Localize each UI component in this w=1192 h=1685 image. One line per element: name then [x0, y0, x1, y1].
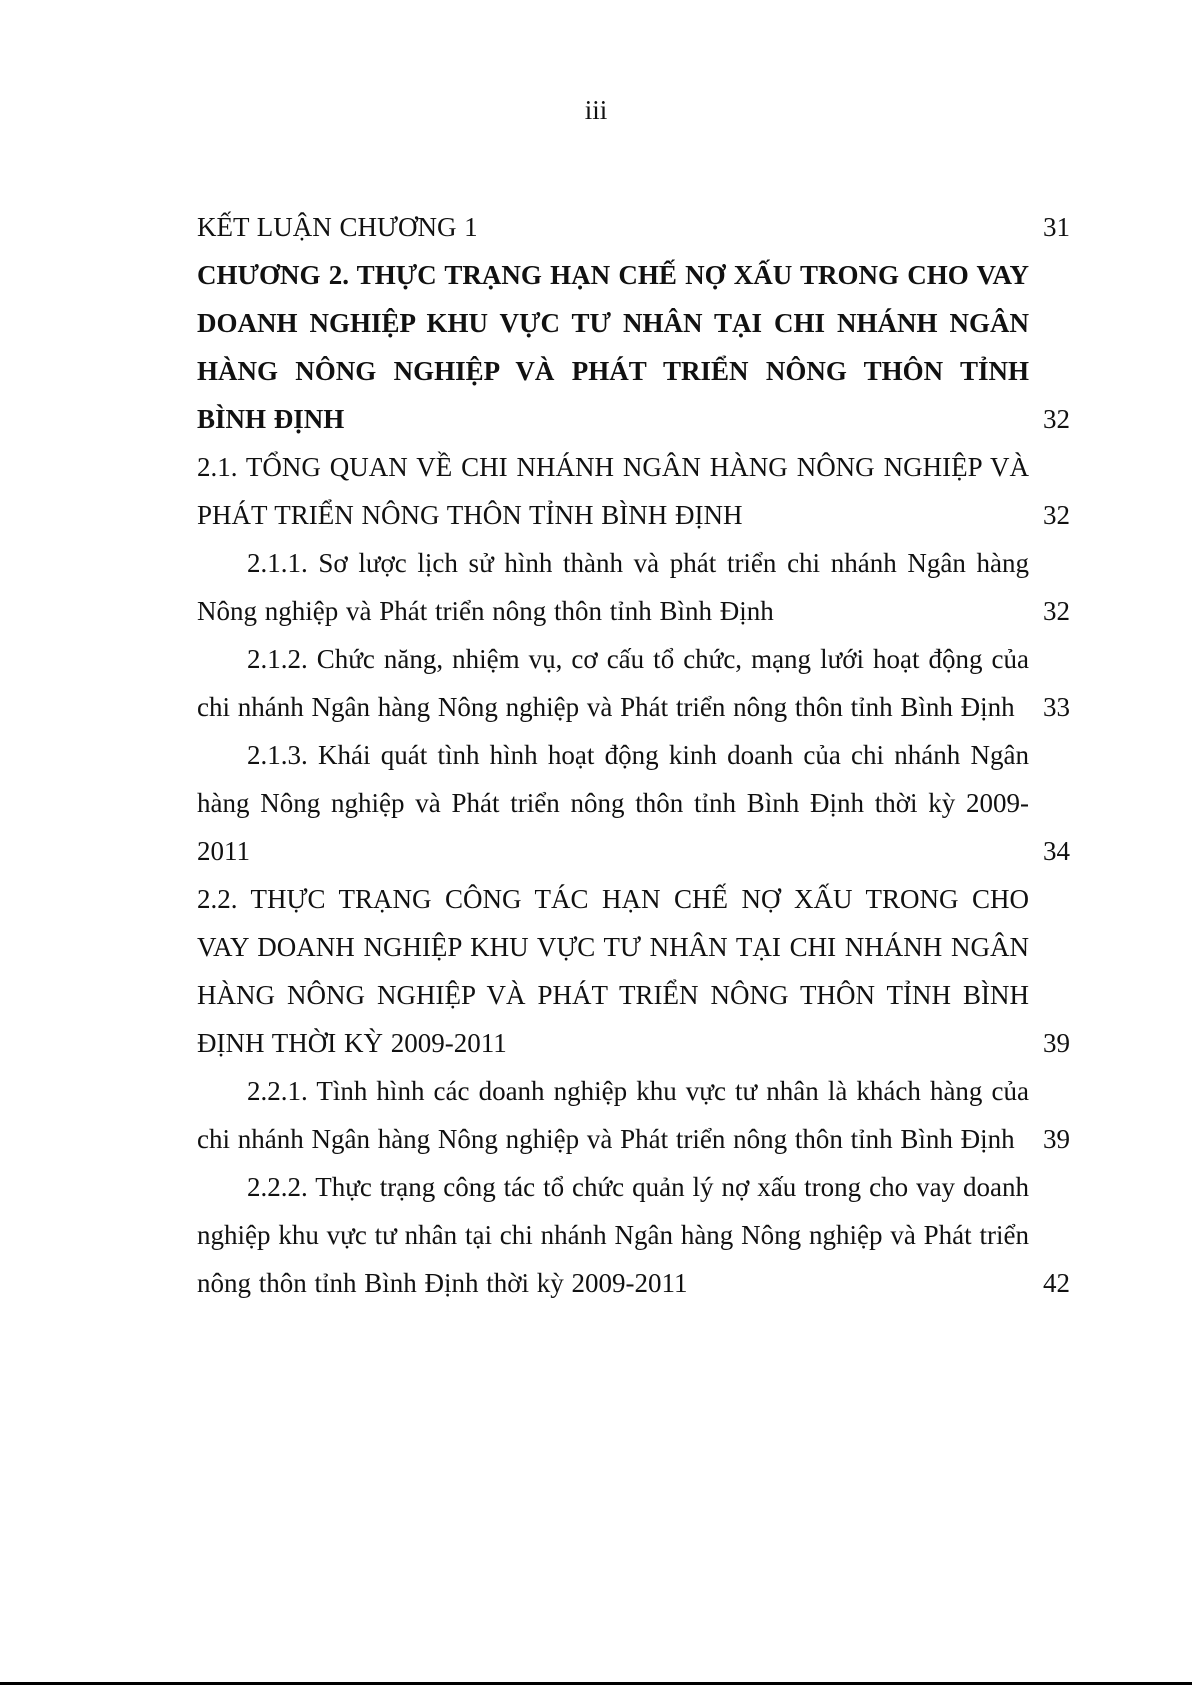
toc-entry-page: 31 — [1043, 212, 1070, 242]
toc-entry-page: 32 — [1043, 500, 1070, 530]
toc-entry-2-2 — [197, 875, 1070, 1067]
toc-entry-title: KẾT LUẬN CHƯƠNG 1 — [197, 212, 478, 242]
toc-entry-title: 2.1.2. Chức năng, nhiệm vụ, cơ cấu tổ chức, mạng lưới hoạt động của chi nhánh Ngân hàng Nông nghiệp và Phát triển nông thôn tỉnh Bình Định — [197, 644, 1029, 722]
table-of-contents — [197, 203, 1070, 1307]
toc-entry-ket-luan-chuong-1 — [197, 203, 1070, 251]
toc-entry-title: 2.1.3. Khái quát tình hình hoạt động kinh doanh của chi nhánh Ngân hàng Nông nghiệp và Phát triển nông thôn tỉnh Bình Định thời kỳ 2009-2011 — [197, 740, 1029, 866]
toc-entry-page: 33 — [1043, 692, 1070, 722]
toc-entry-title: 2.1.1. Sơ lược lịch sử hình thành và phát triển chi nhánh Ngân hàng Nông nghiệp và Phát triển nông thôn tỉnh Bình Định — [197, 548, 1029, 626]
toc-entry-page: 32 — [1043, 596, 1070, 626]
toc-entry-2-1-1 — [197, 539, 1070, 635]
toc-entry-page: 32 — [1043, 404, 1070, 434]
toc-entry-title: 2.2. THỰC TRẠNG CÔNG TÁC HẠN CHẾ NỢ XẤU TRONG CHO VAY DOANH NGHIỆP KHU VỰC TƯ NHÂN TẠI CHI NHÁNH NGÂN HÀNG NÔNG NGHIỆP VÀ PHÁT TRIỂN NÔNG THÔN TỈNH BÌNH ĐỊNH THỜI KỲ 2009-2011 — [197, 884, 1029, 1058]
toc-entry-2-1-3 — [197, 731, 1070, 875]
toc-entry-chuong-2 — [197, 251, 1070, 443]
toc-entry-title: 2.2.1. Tình hình các doanh nghiệp khu vực tư nhân là khách hàng của chi nhánh Ngân hàng Nông nghiệp và Phát triển nông thôn tỉnh Bình Định — [197, 1076, 1029, 1154]
toc-entry-2-1-2 — [197, 635, 1070, 731]
toc-entry-page: 42 — [1043, 1268, 1070, 1298]
toc-entry-2-2-2 — [197, 1163, 1070, 1307]
toc-entry-page: 34 — [1043, 836, 1070, 866]
toc-entry-page: 39 — [1043, 1028, 1070, 1058]
page-number: iii — [584, 95, 608, 125]
toc-entry-2-1 — [197, 443, 1070, 539]
toc-entry-page: 39 — [1043, 1124, 1070, 1154]
toc-entry-title: 2.1. TỔNG QUAN VỀ CHI NHÁNH NGÂN HÀNG NÔNG NGHIỆP VÀ PHÁT TRIỂN NÔNG THÔN TỈNH BÌNH ĐỊNH — [197, 452, 1029, 530]
toc-entry-title: CHƯƠNG 2. THỰC TRẠNG HẠN CHẾ NỢ XẤU TRONG CHO VAY DOANH NGHIỆP KHU VỰC TƯ NHÂN TẠI CHI NHÁNH NGÂN HÀNG NÔNG NGHIỆP VÀ PHÁT TRIỂN NÔNG THÔN TỈNH BÌNH ĐỊNH — [197, 260, 1029, 434]
toc-entry-2-2-1 — [197, 1067, 1070, 1163]
toc-entry-title: 2.2.2. Thực trạng công tác tổ chức quản lý nợ xấu trong cho vay doanh nghiệp khu vực tư nhân tại chi nhánh Ngân hàng Nông nghiệp và Phát triển nông thôn tỉnh Bình Định thời kỳ 2009-2011 — [197, 1172, 1029, 1298]
